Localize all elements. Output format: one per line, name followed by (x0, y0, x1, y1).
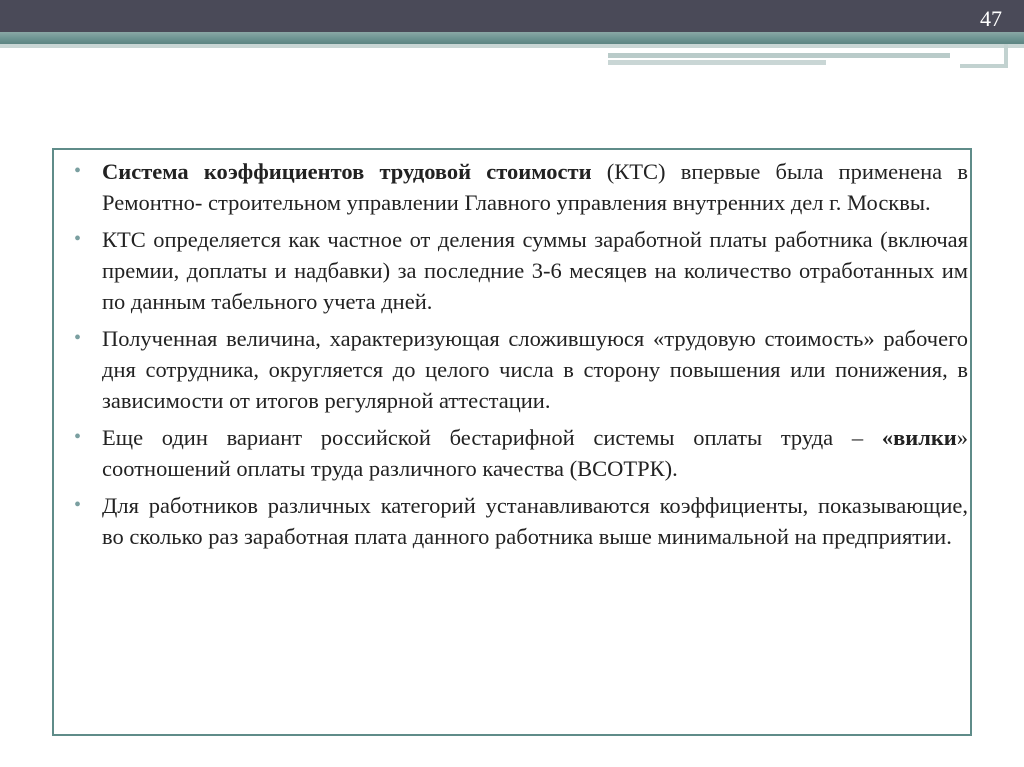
header-stripe (0, 32, 1024, 44)
corner-bracket-horizontal (960, 64, 1008, 68)
accent-line-1 (608, 53, 950, 58)
item-text: Полученная величина, характеризующая сложившуюся «трудовую стоимость» рабочего дня сотрудника, округляется до целого числа в сторону повышения или понижения, в зависимости от итогов регулярной аттестации. (102, 326, 968, 413)
header-bar (0, 0, 1024, 32)
bullet-icon: • (74, 160, 82, 182)
content-box (52, 148, 972, 736)
corner-bracket-vertical (1004, 44, 1008, 66)
slide-number: 47 (980, 6, 1002, 31)
list-item (72, 422, 968, 484)
item-text: » соотношений оплаты труда различного качества (ВСОТРК). (102, 425, 968, 481)
item-text: Еще один вариант российской бестарифной системы оплаты труда – (102, 425, 882, 450)
item-bold-text: «вилки (881, 425, 957, 450)
header-stripe-light (0, 44, 1024, 48)
list-item (72, 156, 968, 218)
bullet-list (72, 156, 968, 558)
bullet-icon: • (74, 426, 82, 448)
item-text: Для работников различных категорий устанавливаются коэффициенты, показывающие, во сколько раз заработная плата данного работника выше минимальной на предприятии. (102, 493, 968, 549)
list-item (72, 490, 968, 552)
bullet-icon: • (74, 327, 82, 349)
bullet-icon: • (74, 494, 82, 516)
item-text: (КТС) впервые была применена в Ремонтно- строительном управлении Главного управления внутренних дел г. Москвы. (102, 159, 968, 215)
accent-line-2 (608, 60, 826, 65)
bullet-icon: • (74, 228, 82, 250)
item-bold-text: Система коэффициентов трудовой стоимости (102, 159, 592, 184)
item-text: КТС определяется как частное от деления суммы заработной платы работника (включая премии, доплаты и надбавки) за последние 3-6 месяцев на количество отработанных им по данным табельного учета дней. (102, 227, 968, 314)
list-item (72, 323, 968, 416)
list-item (72, 224, 968, 317)
